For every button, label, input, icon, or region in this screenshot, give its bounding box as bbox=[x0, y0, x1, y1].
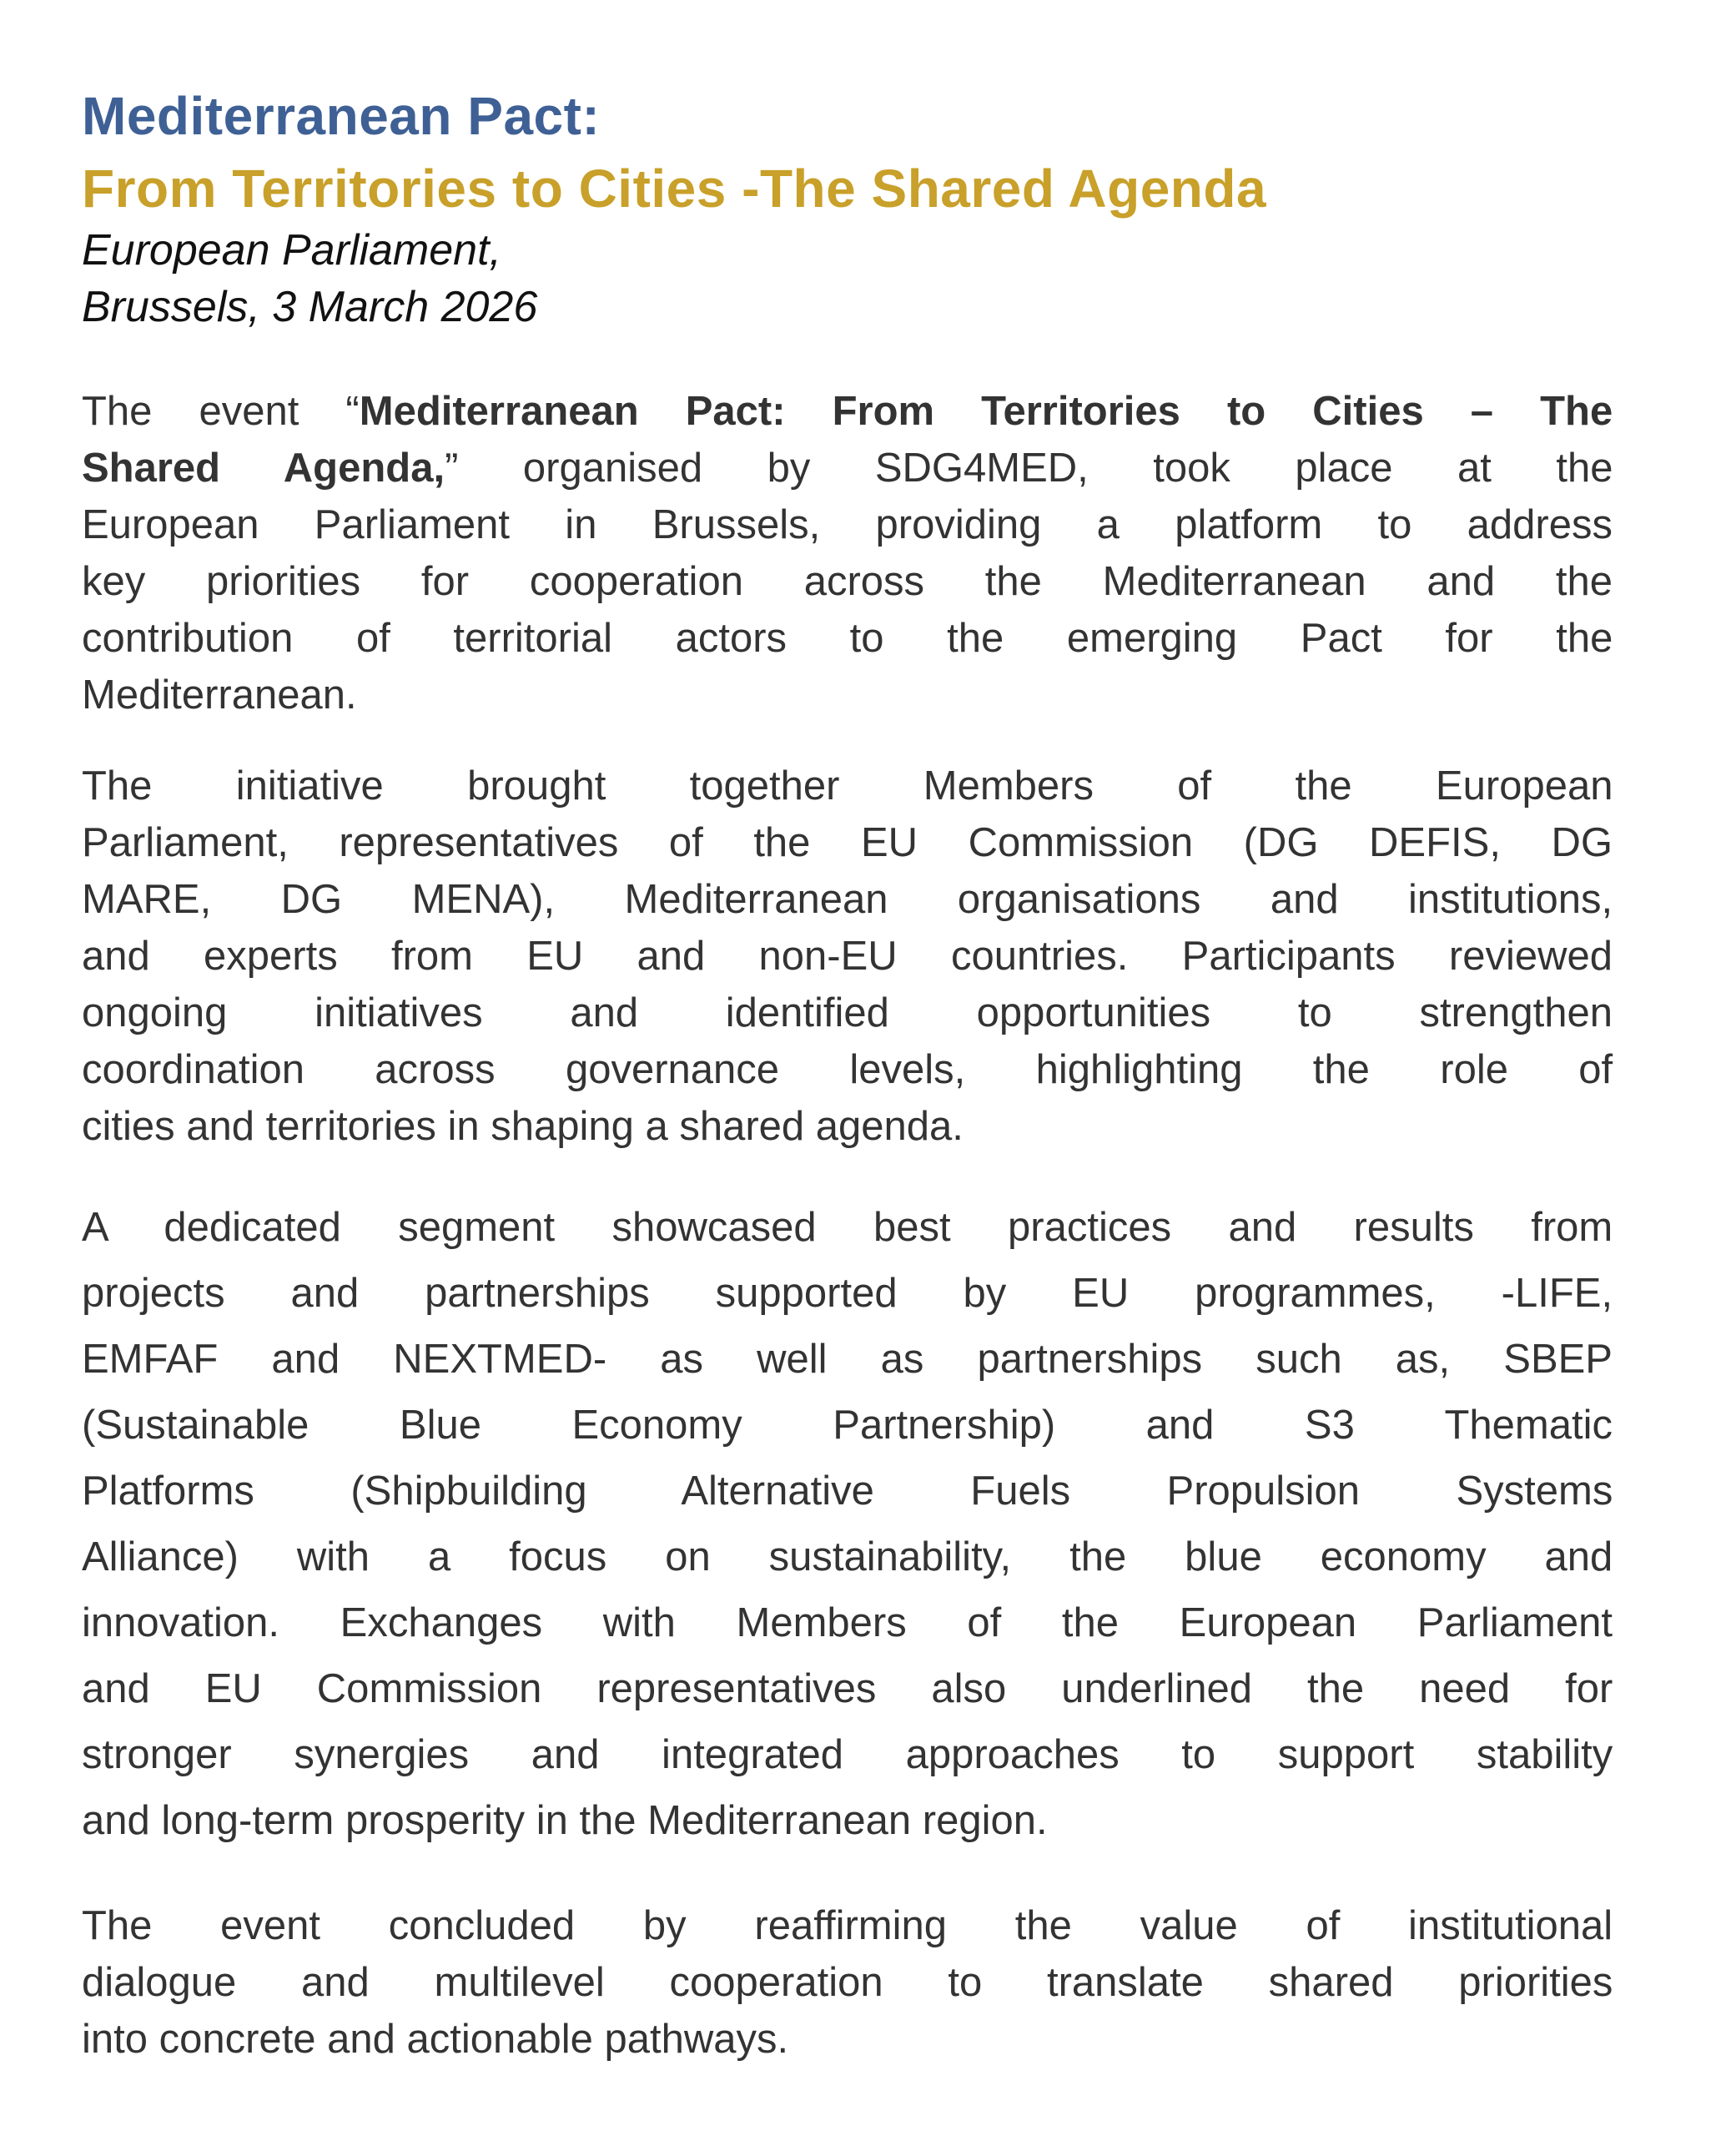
paragraph-line: (Sustainable Blue Economy Partnership) and S3 Thematic bbox=[82, 1403, 1613, 1448]
paragraph-line: and experts from EU and non-EU countries. Participants reviewed bbox=[82, 934, 1613, 979]
paragraph-line: Parliament, representatives of the EU Commission (DG DEFIS, DG bbox=[82, 820, 1613, 865]
event-date: Brussels, 3 March 2026 bbox=[82, 283, 538, 331]
paragraph-line: European Parliament in Brussels, providing a platform to address bbox=[82, 502, 1613, 547]
paragraph-line: key priorities for cooperation across the Mediterranean and the bbox=[82, 559, 1613, 604]
paragraph-line: cities and territories in shaping a shared agenda. bbox=[82, 1104, 964, 1149]
paragraph-segment bbox=[82, 1195, 1613, 1854]
paragraph-line: ongoing initiatives and identified opportunities to strengthen bbox=[82, 990, 1613, 1035]
event-name-bold: Mediterranean Pact: From Territories to Cities – The bbox=[359, 389, 1613, 434]
paragraph-intro bbox=[82, 383, 1613, 723]
paragraph-line: dialogue and multilevel cooperation to translate shared priorities bbox=[82, 1960, 1613, 2005]
paragraph-line: The event “Mediterranean Pact: From Territories to Cities – The bbox=[82, 389, 1613, 434]
paragraph-line: stronger synergies and integrated approaches to support stability bbox=[82, 1732, 1613, 1777]
paragraph-conclusion bbox=[82, 1897, 1613, 2068]
paragraph-line: projects and partnerships supported by EU programmes, -LIFE, bbox=[82, 1271, 1613, 1316]
paragraph-line: Shared Agenda,” organised by SDG4MED, took place at the bbox=[82, 446, 1613, 491]
paragraph-line: The initiative brought together Members of the European bbox=[82, 763, 1613, 809]
paragraph-participants bbox=[82, 758, 1613, 1155]
event-name-bold: Shared Agenda, bbox=[82, 446, 445, 491]
paragraph-line: A dedicated segment showcased best practices and results from bbox=[82, 1205, 1613, 1250]
paragraph-line: Platforms (Shipbuilding Alternative Fuels Propulsion Systems bbox=[82, 1468, 1613, 1514]
paragraph-line: innovation. Exchanges with Members of the European Parliament bbox=[82, 1600, 1613, 1645]
paragraph-line: into concrete and actionable pathways. bbox=[82, 2017, 789, 2062]
paragraph-line: coordination across governance levels, highlighting the role of bbox=[82, 1047, 1613, 1092]
paragraph-line: MARE, DG MENA), Mediterranean organisations and institutions, bbox=[82, 877, 1613, 922]
paragraph-line: The event concluded by reaffirming the value of institutional bbox=[82, 1903, 1613, 1948]
title-line-1: Mediterranean Pact: bbox=[82, 86, 601, 146]
paragraph-line: EMFAF and NEXTMED- as well as partnerships such as, SBEP bbox=[82, 1337, 1613, 1382]
event-location: European Parliament, bbox=[82, 226, 501, 275]
paragraph-line: and EU Commission representatives also underlined the need for bbox=[82, 1666, 1613, 1711]
title-line-2: From Territories to Cities -The Shared Agenda bbox=[82, 159, 1267, 219]
paragraph-line: contribution of territorial actors to the emerging Pact for the bbox=[82, 616, 1613, 661]
paragraph-line: and long-term prosperity in the Mediterranean region. bbox=[82, 1798, 1048, 1843]
paragraph-line: Alliance) with a focus on sustainability, the blue economy and bbox=[82, 1534, 1613, 1579]
paragraph-line: Mediterranean. bbox=[82, 673, 357, 718]
